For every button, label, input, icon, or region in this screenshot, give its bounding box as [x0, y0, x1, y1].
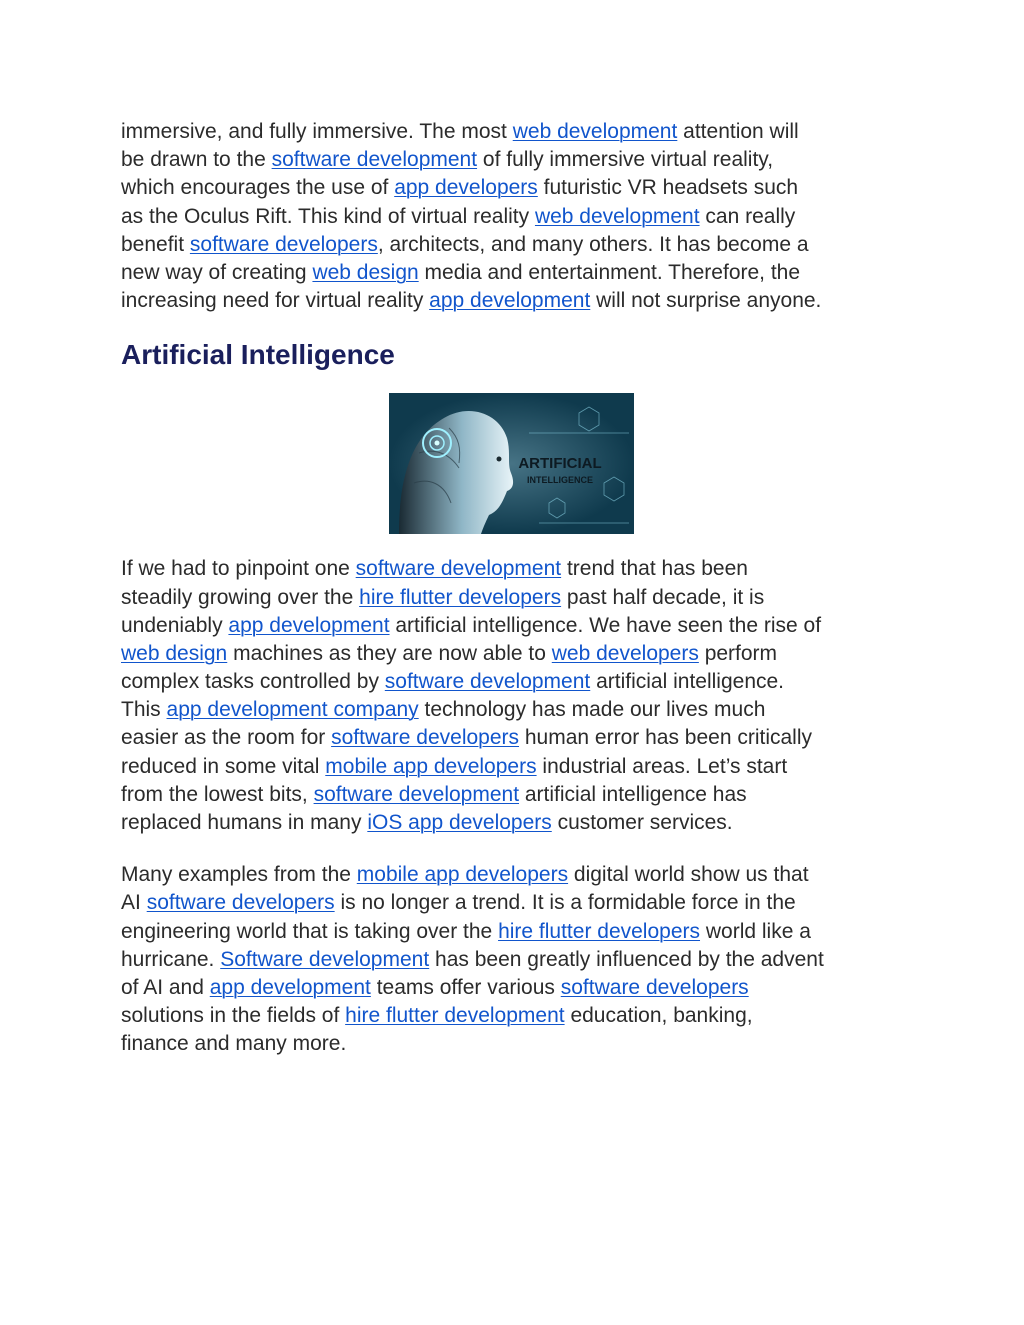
text-run: perform — [698, 641, 778, 665]
text-run: complex tasks controlled by — [121, 670, 385, 694]
text-run: artificial intelligence. — [590, 670, 785, 694]
inline-link[interactable]: software development — [355, 557, 562, 581]
text-run: can really — [699, 204, 796, 228]
paragraph-line — [121, 203, 911, 231]
paragraph-line — [121, 612, 911, 640]
text-run: If we had to pinpoint one — [121, 557, 356, 581]
paragraph-line — [121, 174, 911, 202]
paragraph-line — [121, 231, 911, 259]
text-run: reduced in some vital — [121, 754, 326, 778]
paragraph-line — [121, 946, 911, 974]
text-run: attention will — [677, 120, 799, 143]
inline-link[interactable]: app development — [228, 613, 390, 637]
text-run: easier as the room for — [121, 726, 332, 750]
paragraph-line — [121, 974, 911, 1002]
text-run: undeniably — [121, 613, 229, 637]
inline-link[interactable]: hire flutter developers — [359, 585, 562, 609]
text-run: finance and many more. — [121, 1032, 347, 1056]
inline-link[interactable]: web developers — [551, 641, 699, 665]
paragraph-line — [121, 1030, 911, 1058]
inline-link[interactable]: app developers — [394, 176, 538, 200]
inline-link[interactable]: software development — [271, 148, 478, 172]
text-run: replaced humans in many — [121, 811, 368, 834]
paragraph-line — [121, 724, 911, 752]
paragraph-line — [121, 753, 911, 781]
text-run: This — [121, 698, 167, 722]
inline-link[interactable]: hire flutter development — [345, 1004, 565, 1028]
inline-link[interactable]: iOS app developers — [367, 811, 552, 834]
inline-link[interactable]: software developers — [189, 232, 378, 256]
text-run: will not surprise anyone. — [590, 289, 822, 313]
paragraph-line — [121, 640, 911, 668]
text-run: futuristic VR headsets such — [537, 176, 799, 200]
text-run: trend that has been — [561, 557, 748, 581]
inline-link[interactable]: software development — [384, 670, 591, 694]
text-run: world like a — [700, 919, 811, 943]
text-run: AI — [121, 891, 147, 915]
paragraph-2 — [121, 861, 911, 1058]
text-run: hurricane. — [121, 947, 221, 971]
text-run: be drawn to the — [121, 148, 272, 172]
paragraph-line — [121, 287, 911, 315]
text-run: Many examples from the — [121, 863, 357, 887]
text-run: engineering world that is taking over the — [121, 919, 499, 943]
paragraph-line — [121, 809, 911, 837]
text-run: steadily growing over the — [121, 585, 360, 609]
paragraph-line — [121, 696, 911, 724]
paragraph-line — [121, 861, 911, 889]
text-run: increasing need for virtual reality — [121, 289, 430, 313]
inline-link[interactable]: software developers — [331, 726, 520, 750]
text-run: of AI and — [121, 975, 210, 999]
text-run: customer services. — [551, 811, 733, 834]
paragraph-line — [121, 555, 911, 583]
paragraph-line — [121, 918, 911, 946]
inline-link[interactable]: software developers — [146, 891, 335, 915]
inline-link[interactable]: app development company — [166, 698, 419, 722]
ai-illustration-graphic — [389, 393, 634, 534]
text-run: as the Oculus Rift. This kind of virtual reality — [121, 204, 535, 228]
text-run: education, banking, — [564, 1004, 753, 1028]
inline-link[interactable]: software developers — [560, 975, 749, 999]
inline-link[interactable]: web design — [121, 641, 228, 665]
text-run: has been greatly influenced by the advent — [429, 947, 824, 971]
text-run: solutions in the fields of — [121, 1004, 346, 1028]
text-run: which encourages the use of — [121, 176, 395, 200]
inline-link[interactable]: web development — [534, 204, 700, 228]
inline-link[interactable]: web design — [312, 260, 419, 284]
paragraph-line — [121, 259, 911, 287]
text-run: digital world show us that — [568, 863, 809, 887]
text-run: from the lowest bits, — [121, 782, 314, 806]
text-run: media and entertainment. Therefore, the — [418, 260, 801, 284]
text-run: teams offer various — [370, 975, 561, 999]
text-run: benefit — [121, 232, 190, 256]
paragraph-line — [121, 118, 911, 146]
inline-link[interactable]: mobile app developers — [325, 754, 537, 778]
figure-title: ARTIFICIAL — [518, 455, 602, 473]
text-run: past half decade, it is — [561, 585, 765, 609]
intro-paragraph — [121, 118, 911, 315]
text-run: industrial areas. Let’s start — [536, 754, 788, 778]
ai-illustration-image — [389, 393, 634, 534]
paragraph-line — [121, 781, 911, 809]
inline-link[interactable]: app development — [429, 289, 591, 313]
text-run: human error has been critically — [519, 726, 812, 750]
inline-link[interactable]: app development — [209, 975, 371, 999]
inline-link[interactable]: web development — [512, 120, 678, 143]
paragraph-line — [121, 668, 911, 696]
document-page — [121, 118, 911, 1059]
text-run: artificial intelligence. We have seen the rise of — [389, 613, 822, 637]
text-run: is no longer a trend. It is a formidable force in the — [334, 891, 796, 915]
inline-link[interactable]: Software development — [220, 947, 430, 971]
text-run: immersive, and fully immersive. The most — [121, 120, 513, 143]
paragraph-line — [121, 1002, 911, 1030]
text-run: new way of creating — [121, 260, 313, 284]
text-run: machines as they are now able to — [227, 641, 552, 665]
paragraph-line — [121, 889, 911, 917]
text-run: of fully immersive virtual reality, — [477, 148, 774, 172]
text-run: , architects, and many others. It has become a — [377, 232, 809, 256]
inline-link[interactable]: software development — [313, 782, 520, 806]
text-run: artificial intelligence has — [519, 782, 747, 806]
paragraph-line — [121, 146, 911, 174]
paragraph-1 — [121, 555, 911, 837]
text-run: technology has made our lives much — [418, 698, 766, 722]
paragraph-line — [121, 584, 911, 612]
inline-link[interactable]: mobile app developers — [356, 863, 569, 887]
section-heading: Artificial Intelligence — [121, 339, 395, 371]
inline-link[interactable]: hire flutter developers — [498, 919, 701, 943]
figure-subtitle: INTELLIGENCE — [526, 475, 594, 486]
